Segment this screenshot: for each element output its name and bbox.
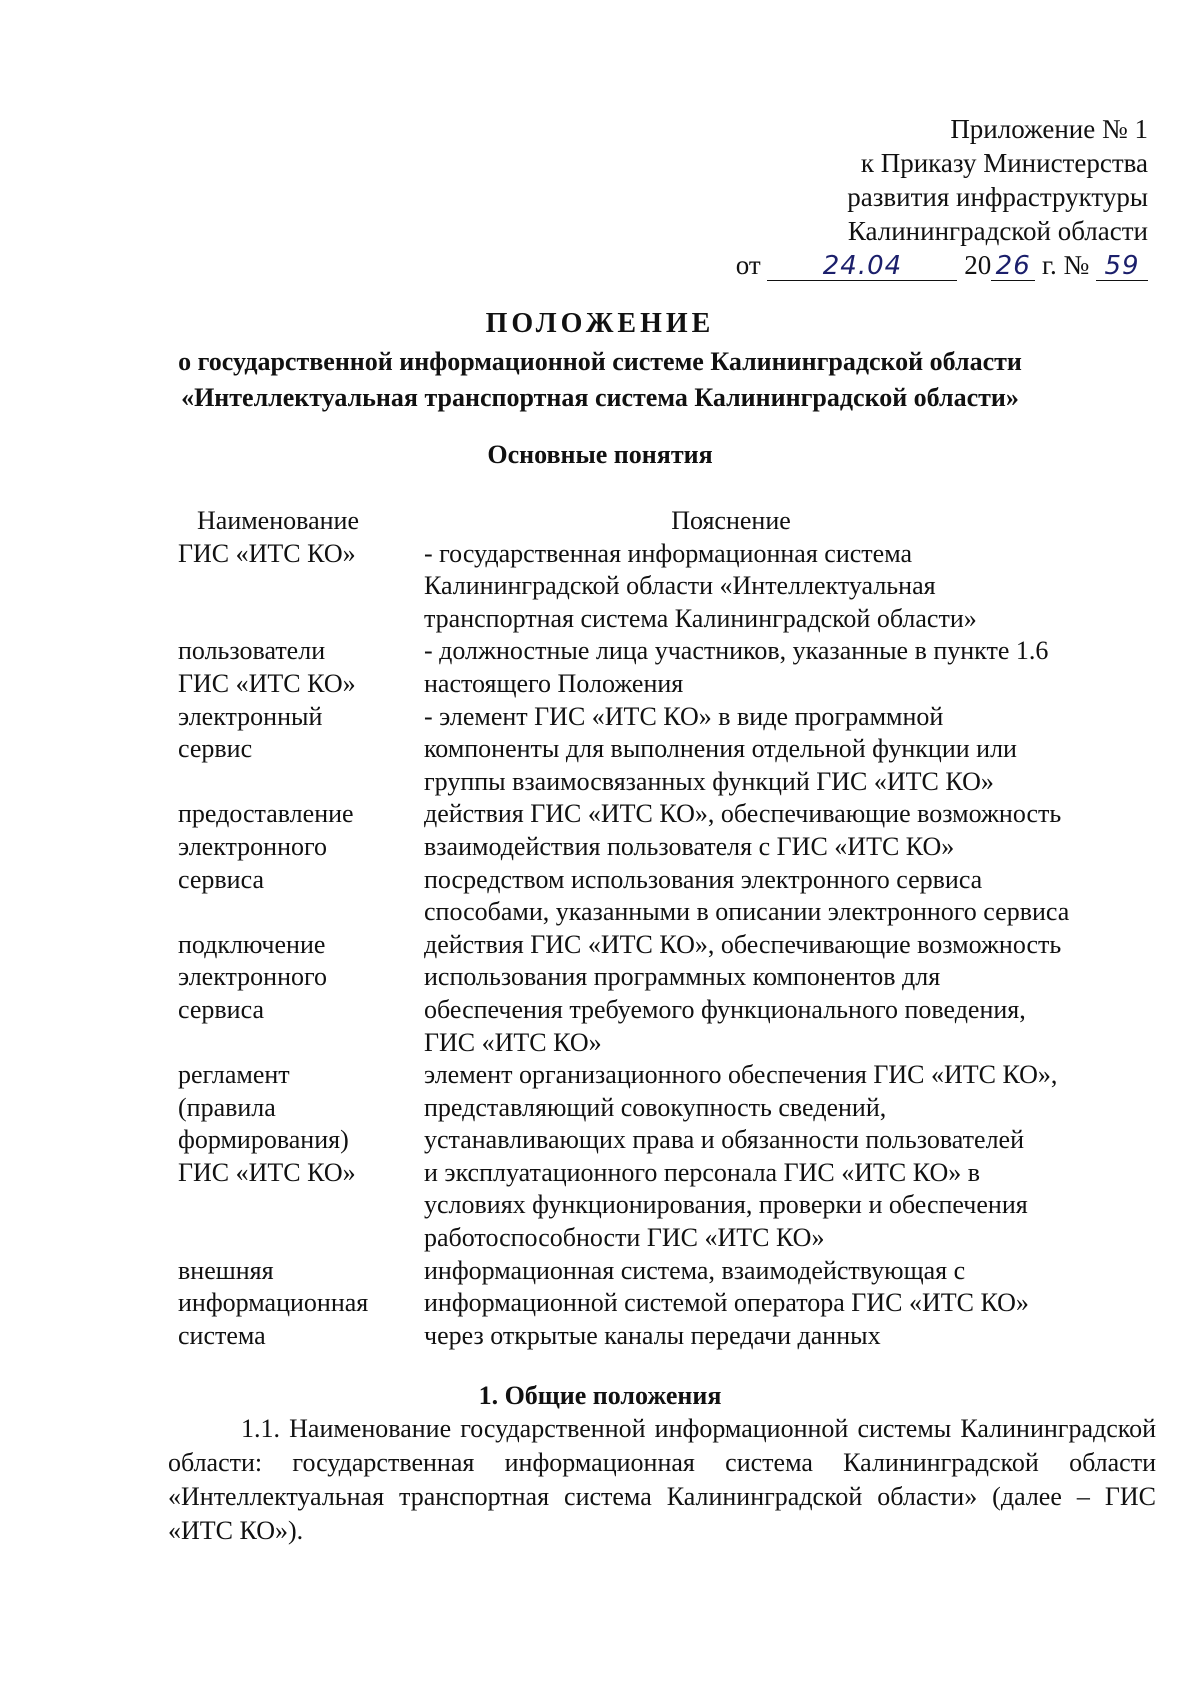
definition-explanation-line: способами, указанными в описании электронного сервиса <box>424 897 1070 927</box>
definitions-header-row <box>178 505 1158 538</box>
definition-row <box>178 1255 1158 1353</box>
definition-explanation <box>424 635 1158 700</box>
definition-explanation-line: - элемент ГИС «ИТС КО» в виде программной <box>424 701 944 731</box>
definition-explanation <box>424 538 1158 636</box>
definition-explanation-line: посредством использования электронного сервиса <box>424 864 983 894</box>
subtitle-line-2: «Интеллектуальная транспортная система Калининградской области» <box>181 383 1019 412</box>
definition-explanation-line: Калининградской области «Интеллектуальная <box>424 571 936 601</box>
definition-term-line: сервиса <box>178 994 264 1024</box>
date-handwritten: 24.04 <box>822 251 903 281</box>
definition-term-line: электронный <box>178 701 323 731</box>
definition-term <box>178 1255 424 1353</box>
definition-explanation <box>424 1059 1158 1255</box>
definition-term-line: ГИС «ИТС КО» <box>178 1157 356 1187</box>
definition-term <box>178 1059 424 1255</box>
definition-explanation-line: условиях функционирования, проверки и обеспечения <box>424 1190 1028 1220</box>
number-handwritten: 59 <box>1104 251 1140 281</box>
definition-explanation-line: действия ГИС «ИТС КО», обеспечивающие возможность <box>424 929 1062 959</box>
definition-term-line: предоставление <box>178 799 354 829</box>
definition-explanation-line: и эксплуатационного персонала ГИС «ИТС КО» в <box>424 1157 980 1187</box>
definition-explanation-line: информационная система, взаимодействующая с <box>424 1255 966 1285</box>
number-field <box>1096 251 1148 281</box>
definition-row <box>178 1059 1158 1255</box>
annex-header <box>736 112 1148 282</box>
definition-term-line: ГИС «ИТС КО» <box>178 538 356 568</box>
definition-term-line: внешняя <box>178 1255 274 1285</box>
year-suffix: г. № <box>1041 250 1090 280</box>
date-prefix: от <box>735 250 761 280</box>
definition-explanation-line: информационной системой оператора ГИС «ИТС КО» <box>424 1288 1029 1318</box>
year-field <box>991 251 1035 281</box>
definition-explanation-line: взаимодействия пользователя с ГИС «ИТС КО» <box>424 831 955 861</box>
definitions-table <box>178 505 1158 1352</box>
annex-line-1: Приложение № 1 <box>950 114 1148 144</box>
definition-explanation-line: транспортная система Калининградской области» <box>424 603 977 633</box>
definition-explanation-line: компоненты для выполнения отдельной функции или <box>424 734 1017 764</box>
definition-term-line: сервис <box>178 734 253 764</box>
definition-explanation <box>424 798 1158 928</box>
definition-row <box>178 798 1158 928</box>
annex-line-2: к Приказу Министерства <box>860 148 1148 178</box>
definition-term-line: сервиса <box>178 864 264 894</box>
definition-term <box>178 538 424 636</box>
annex-line-3: развития инфраструктуры <box>847 182 1148 212</box>
annex-date-line <box>736 248 1148 282</box>
year-handwritten: 26 <box>995 251 1031 281</box>
annex-line-4: Калининградской области <box>847 216 1148 246</box>
paragraph-1-1: 1.1. Наименование государственной информационной системы Калининградской области: государственная информационная система Калининградской области «Интеллектуальная транспортная система Калининградской области» (далее – ГИС «ИТС КО»). <box>168 1414 1156 1545</box>
definition-term-line: система <box>178 1320 266 1350</box>
header-explanation: Пояснение <box>671 506 791 535</box>
definition-explanation-line: через открытые каналы передачи данных <box>424 1320 881 1350</box>
definition-explanation <box>424 1255 1158 1353</box>
subtitle-line-1: о государственной информационной системе Калининградской области <box>178 347 1022 376</box>
definition-explanation <box>424 701 1158 799</box>
definition-term <box>178 635 424 700</box>
definition-explanation-line: - государственная информационная система <box>424 538 913 568</box>
definition-explanation-line: обеспечения требуемого функционального поведения, <box>424 994 1026 1024</box>
definition-term-line: регламент <box>178 1060 290 1090</box>
definitions-body <box>178 538 1158 1353</box>
document-title: ПОЛОЖЕНИЕ <box>485 308 715 339</box>
definition-explanation-line: ГИС «ИТС КО» <box>424 1027 602 1057</box>
header-term: Наименование <box>197 506 359 535</box>
definition-term-line: подключение <box>178 929 326 959</box>
definition-explanation-line: настоящего Положения <box>424 668 684 698</box>
definition-term-line: формирования) <box>178 1125 349 1155</box>
definition-term-line: (правила <box>178 1092 276 1122</box>
definition-explanation-line: - должностные лица участников, указанные в пункте 1.6 <box>424 636 1049 666</box>
definition-explanation-line: устанавливающих права и обязанности пользователей <box>424 1125 1025 1155</box>
date-field <box>767 251 957 281</box>
definition-explanation-line: работоспособности ГИС «ИТС КО» <box>424 1223 825 1253</box>
year-prefix: 20 <box>964 250 992 280</box>
definition-row <box>178 538 1158 636</box>
definition-term-line: информационная <box>178 1288 369 1318</box>
definition-explanation-line: действия ГИС «ИТС КО», обеспечивающие возможность <box>424 799 1062 829</box>
section-heading-basic-concepts: Основные понятия <box>487 440 713 469</box>
definition-term-line: электронного <box>178 962 328 992</box>
document-subtitle <box>0 344 1200 416</box>
definition-term-line: пользователи <box>178 636 326 666</box>
definition-explanation-line: использования программных компонентов для <box>424 962 941 992</box>
section-heading-general: 1. Общие положения <box>478 1381 722 1410</box>
definition-explanation-line: группы взаимосвязанных функций ГИС «ИТС КО» <box>424 766 994 796</box>
definition-explanation <box>424 929 1158 1059</box>
definition-row <box>178 701 1158 799</box>
definition-row <box>178 635 1158 700</box>
definition-term-line: ГИС «ИТС КО» <box>178 668 356 698</box>
definition-explanation-line: представляющий совокупность сведений, <box>424 1092 887 1122</box>
definition-term <box>178 701 424 799</box>
definition-row <box>178 929 1158 1059</box>
definition-term-line: электронного <box>178 831 328 861</box>
definition-term <box>178 798 424 928</box>
definition-explanation-line: элемент организационного обеспечения ГИС «ИТС КО», <box>424 1060 1058 1090</box>
definition-term <box>178 929 424 1059</box>
